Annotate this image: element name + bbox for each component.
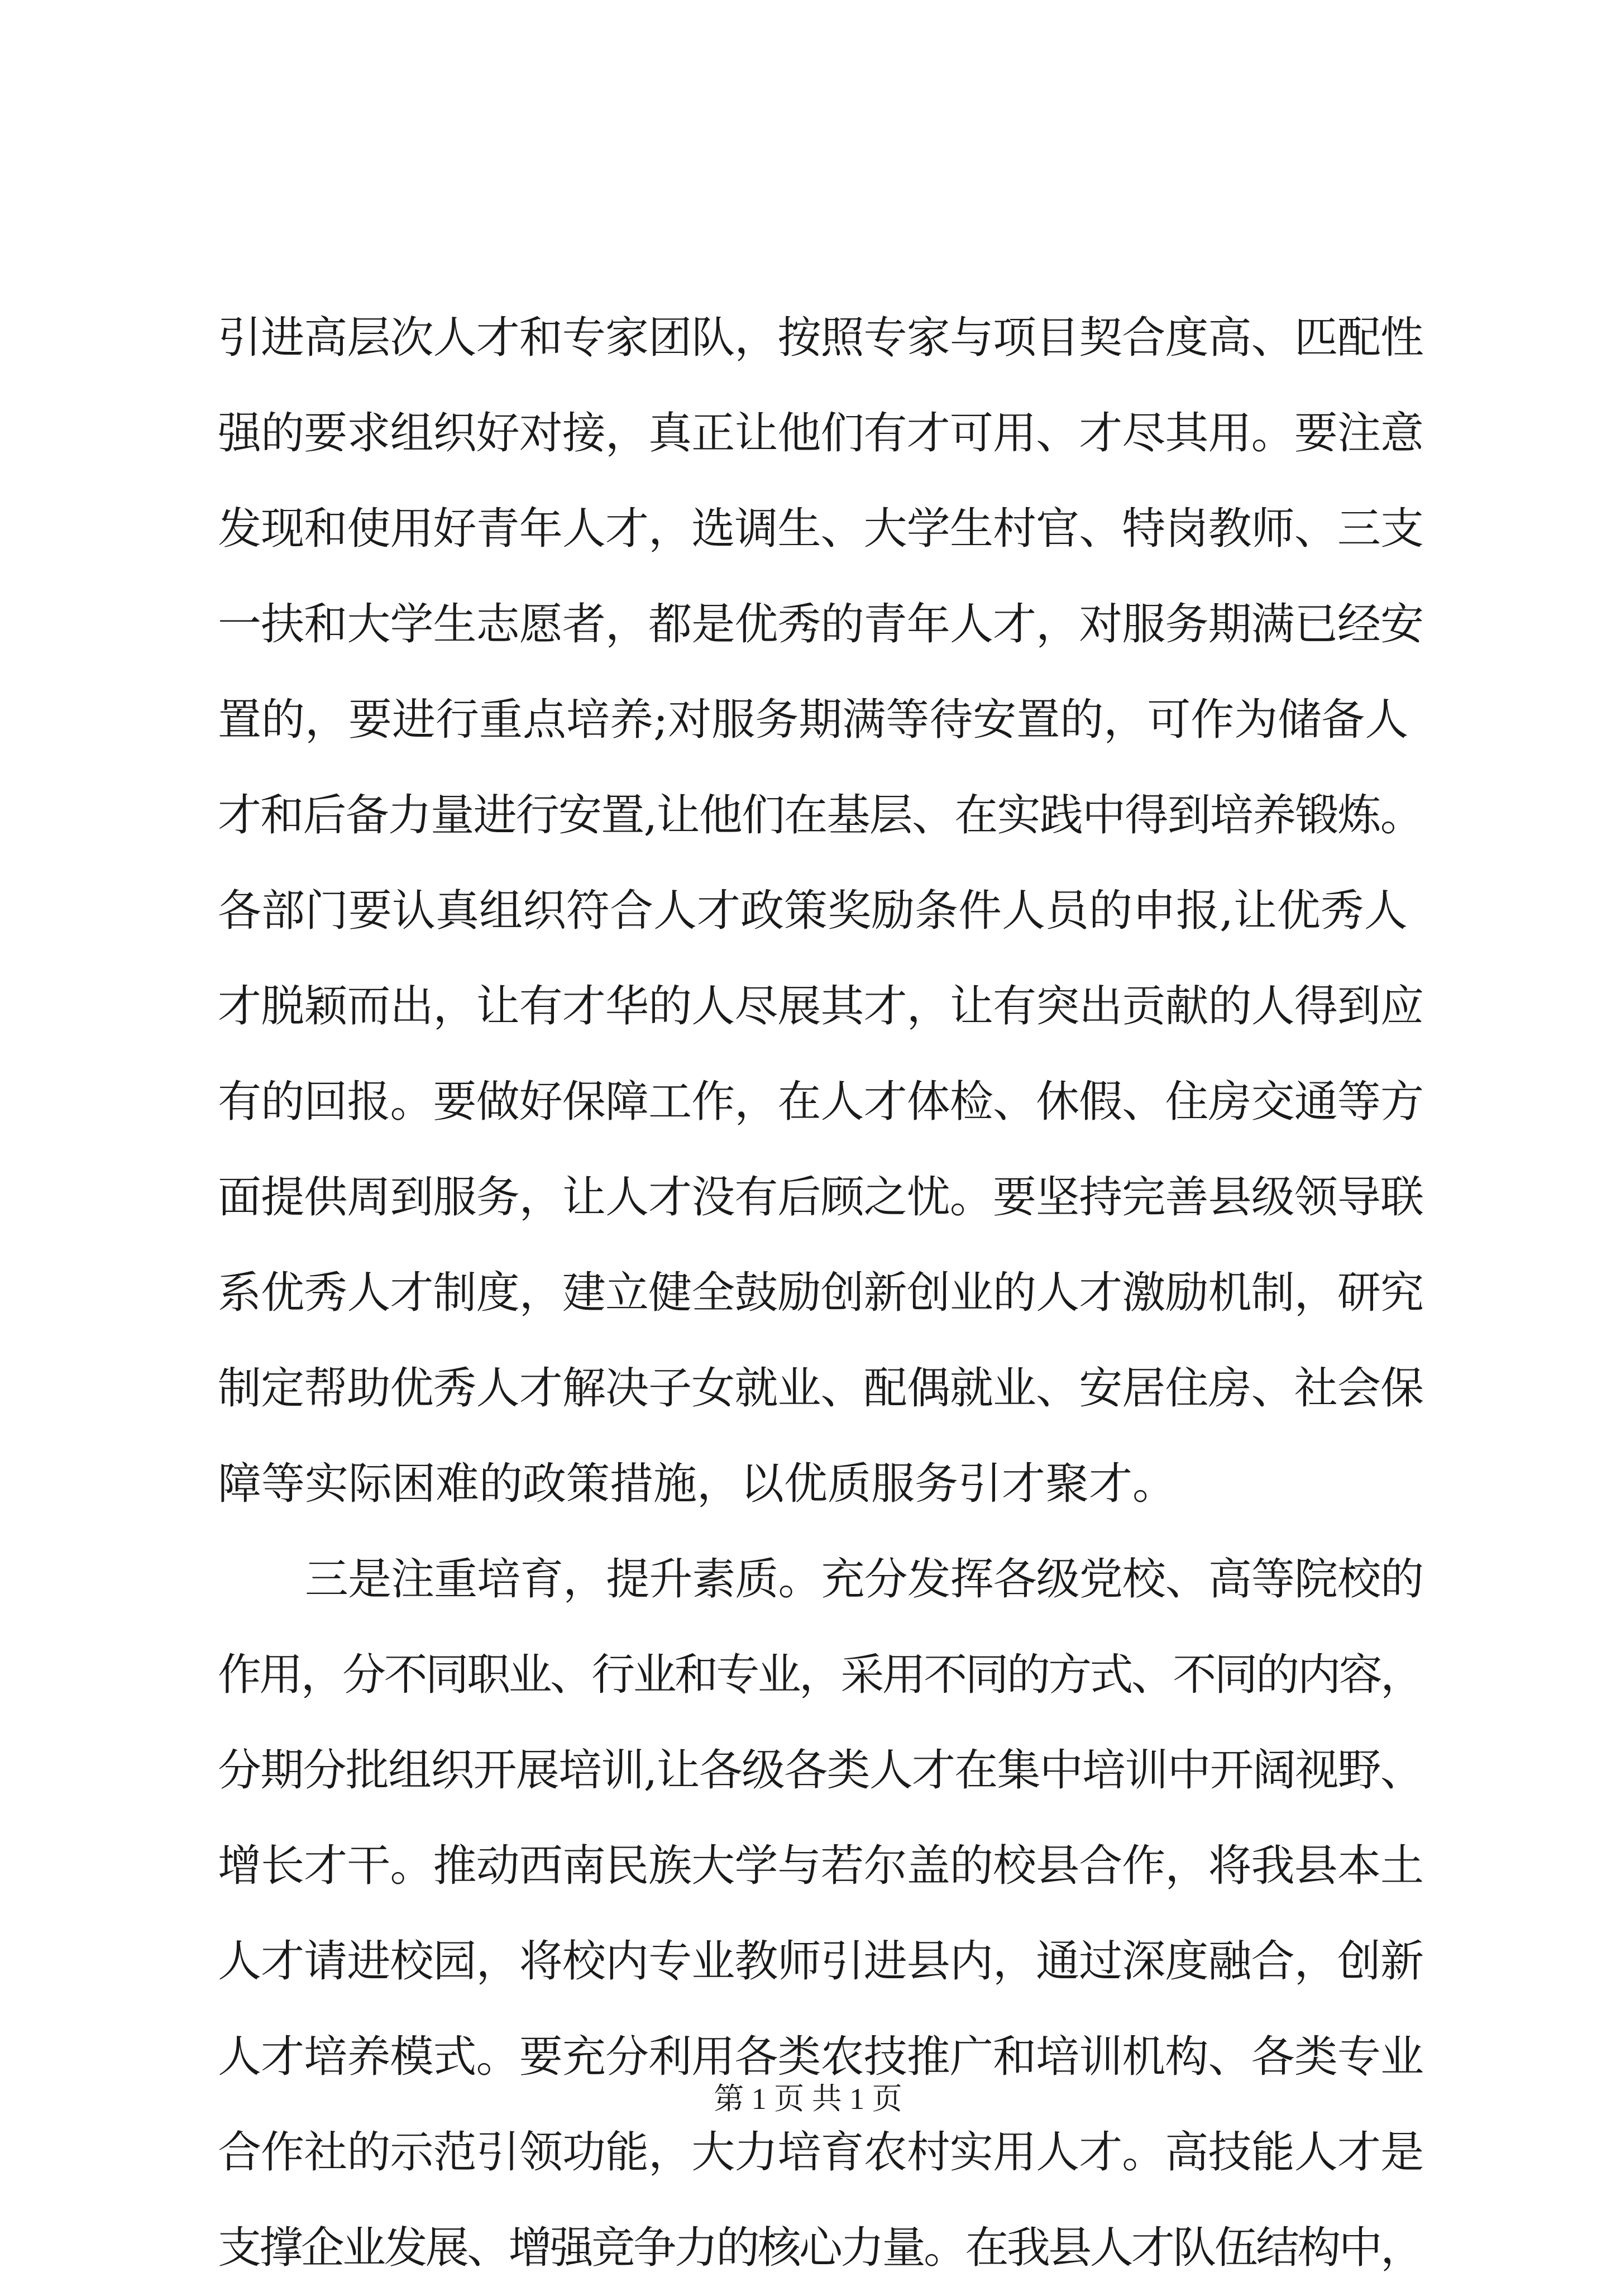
text-line: 一扶和大学生志愿者，都是优秀的青年人才，对服务期满已经安 <box>218 599 1424 650</box>
text-line: 增长才干。推动西南民族大学与若尔盖的校县合作，将我县本土 <box>218 1841 1424 1891</box>
text-line: 制定帮助优秀人才解决子女就业、配偶就业、安居住房、社会保 <box>218 1363 1424 1414</box>
text-line: 人才请进校园，将校内专业教师引进县内，通过深度融合，创新 <box>218 1936 1424 1987</box>
text-line: 强的要求组织好对接，真正让他们有才可用、才尽其用。要注意 <box>218 408 1424 459</box>
text-line: 各部门要认真组织符合人才政策奖励条件人员的申报,让优秀人 <box>218 886 1408 936</box>
text-line: 系优秀人才制度，建立健全鼓励创新创业的人才激励机制，研究 <box>218 1268 1424 1318</box>
text-line: 面提供周到服务，让人才没有后顾之忧。要坚持完善县级领导联 <box>218 1172 1424 1223</box>
document-body <box>218 290 1424 2296</box>
text-line: 障等实际困难的政策措施，以优质服务引才聚才。 <box>218 1459 1177 1509</box>
paragraph-start-line: 三是注重培育，提升素质。充分发挥各级党校、高等院校的 <box>305 1554 1424 1605</box>
text-line: 支撑企业发展、增强竞争力的核心力量。在我县人才队伍结构中， <box>218 2223 1422 2273</box>
text-line: 作用，分不同职业、行业和专业，采用不同的方式、不同的内容， <box>218 1650 1422 1700</box>
text-line: 才和后备力量进行安置,让他们在基层、在实践中得到培养锻炼。 <box>218 790 1423 841</box>
text-line: 有的回报。要做好保障工作，在人才体检、休假、住房交通等方 <box>218 1077 1424 1127</box>
text-line: 才脱颖而出，让有才华的人尽展其才，让有突出贡献的人得到应 <box>218 981 1424 1032</box>
text-line: 人才培养模式。要充分利用各类农技推广和培训机构、各类专业 <box>218 2032 1424 2082</box>
text-line: 置的，要进行重点培养;对服务期满等待安置的，可作为储备人 <box>218 695 1409 745</box>
page-footer <box>0 2075 1616 2118</box>
text-line: 引进高层次人才和专家团队，按照专家与项目契合度高、匹配性 <box>218 313 1424 363</box>
page-number: 第 1 页 共 1 页 <box>714 2082 902 2116</box>
text-line: 发现和使用好青年人才，选调生、大学生村官、特岗教师、三支 <box>218 504 1424 554</box>
text-line: 分期分批组织开展培训,让各级各类人才在集中培训中开阔视野、 <box>218 1745 1423 1796</box>
text-line: 合作社的示范引领功能，大力培育农村实用人才。高技能人才是 <box>218 2127 1424 2178</box>
